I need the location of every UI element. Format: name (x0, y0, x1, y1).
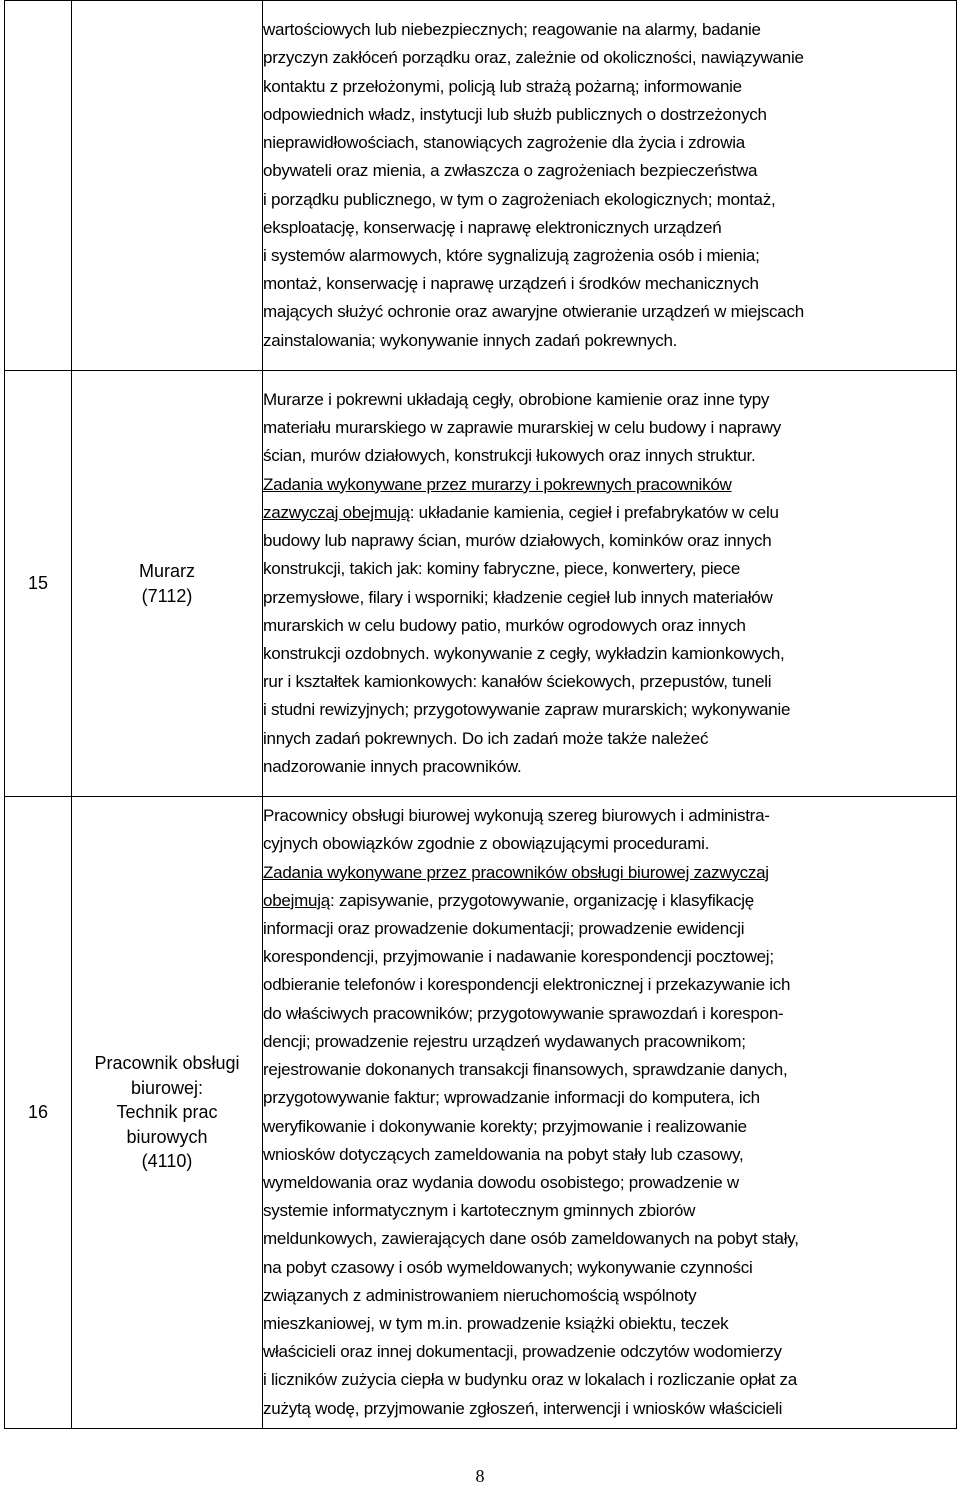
underlined-text: Zadania wykonywane przez murarzy i pokrewnych pracowników (263, 474, 732, 494)
text-segment: korespondencji, przyjmowanie i nadawanie korespondencji pocztowej; (263, 947, 774, 967)
description-line (263, 298, 956, 326)
description-line (263, 186, 956, 214)
text-segment: i studni rewizyjnych; przygotowywanie zapraw murarskich; wykonywanie (263, 700, 791, 720)
description-line (263, 1395, 956, 1423)
description-line (263, 327, 956, 355)
text-segment: konstrukcji, takich jak: kominy fabryczne, piece, konwertery, piece (263, 559, 741, 579)
description-line (263, 499, 956, 527)
description-line (263, 1000, 956, 1028)
description-line (263, 971, 956, 999)
table-row (5, 371, 957, 797)
description-line (263, 527, 956, 555)
text-segment: : układanie kamienia, cegieł i prefabrykatów w celu (409, 502, 779, 522)
text-segment: konstrukcji ozdobnych. wykonywanie z cegły, wykładzin kamionkowych, (263, 643, 785, 663)
description-line (263, 242, 956, 270)
description-line (263, 1084, 956, 1112)
occupation-name-line: biurowych (126, 1126, 208, 1147)
text-segment: i porządku publicznego, w tym o zagrożeniach ekologicznych; montaż, (263, 189, 776, 209)
underlined-text: zazwyczaj obejmują (263, 502, 410, 522)
text-segment: weryfikowanie i dokonywanie korekty; przyjmowanie i realizowanie (263, 1116, 747, 1136)
occupation-name (72, 797, 263, 1429)
description-line (263, 943, 956, 971)
row-number-text: 15 (27, 573, 49, 593)
description-line (263, 442, 956, 470)
occupation-name (72, 1, 263, 371)
underlined-text: Zadania wykonywane przez pracowników obsługi biurowej zazwyczaj (263, 862, 769, 882)
occupation-description (263, 797, 957, 1429)
text-segment: wartościowych lub niebezpiecznych; reagowanie na alarmy, badanie (263, 20, 761, 40)
description-line (263, 471, 956, 499)
text-segment: na pobyt czasowy i osób wymeldowanych; wykonywanie czynności (263, 1257, 753, 1277)
description-line (263, 802, 956, 830)
underlined-text: obejmują (263, 890, 330, 910)
description-line (263, 1366, 956, 1394)
text-segment: i liczników zużycia ciepła w budynku oraz w lokalach i rozliczanie opłat za (263, 1370, 797, 1390)
description-line (263, 915, 956, 943)
text-segment: obywateli oraz mienia, a zwłaszcza o zagrożeniach bezpieczeństwa (263, 161, 758, 181)
table-row (5, 797, 957, 1429)
description-line (263, 696, 956, 724)
text-segment: materiału murarskiego w zaprawie murarskiej w celu budowy i naprawy (263, 418, 782, 438)
occupation-table (4, 0, 957, 1429)
description-line (263, 830, 956, 858)
text-segment: mających służyć ochronie oraz awaryjne otwieranie urządzeń w miejscach (263, 302, 804, 322)
row-number (5, 371, 72, 797)
text-segment: przyczyn zakłóceń porządku oraz, zależnie od okoliczności, nawiązywanie (263, 48, 804, 68)
text-segment: nadzorowanie innych pracowników. (263, 756, 522, 776)
text-segment: Pracownicy obsługi biurowej wykonują szereg biurowych i administra- (263, 806, 770, 826)
occupation-description (263, 1, 957, 371)
occupation-name-line: (4110) (141, 1151, 193, 1172)
occupation-name-line: Technik prac (116, 1102, 218, 1123)
text-segment: murarskich w celu budowy patio, murków ogrodowych oraz innych (263, 615, 746, 635)
description-line (263, 859, 956, 887)
description-line (263, 1028, 956, 1056)
description-line (263, 414, 956, 442)
description-line (263, 1056, 956, 1084)
text-segment: kontaktu z przełożonymi, policją lub strażą pożarną; informowanie (263, 76, 742, 96)
text-segment: odpowiednich władz, instytucji lub służb publicznych o dostrzeżonych (263, 104, 767, 124)
row-number (5, 1, 72, 371)
description-line (263, 725, 956, 753)
text-segment: montaż, konserwację i naprawę urządzeń i środków mechanicznych (263, 274, 759, 294)
description-line (263, 1254, 956, 1282)
text-segment: przygotowywanie faktur; wprowadzanie informacji do komputera, ich (263, 1088, 760, 1108)
description-line (263, 1197, 956, 1225)
occupation-name-line: Murarz (138, 561, 195, 581)
text-segment: zainstalowania; wykonywanie innych zadań pokrewnych. (263, 330, 678, 350)
text-segment: rur i kształtek kamionkowych: kanałów ściekowych, przepustów, tuneli (263, 672, 772, 692)
table-row (5, 1, 957, 371)
occupation-name-line: (7112) (141, 585, 193, 606)
text-segment: właścicieli oraz innej dokumentacji, prowadzenie odczytów wodomierzy (263, 1342, 782, 1362)
occupation-name (72, 371, 263, 797)
occupation-description (263, 371, 957, 797)
text-segment: innych zadań pokrewnych. Do ich zadań może także należeć (263, 728, 709, 748)
text-segment: : zapisywanie, przygotowywanie, organizację i klasyfikację (330, 890, 754, 910)
description-line (263, 887, 956, 915)
text-segment: wniosków dotyczących zameldowania na pobyt stały lub czasowy, (263, 1144, 744, 1164)
occupation-name-line: biurowej: (130, 1077, 204, 1098)
description-line (263, 386, 956, 414)
description-line (263, 640, 956, 668)
text-segment: eksploatację, konserwację i naprawę elektronicznych urządzeń (263, 217, 722, 237)
text-segment: związanych z administrowaniem nieruchomością wspólnoty (263, 1285, 697, 1305)
description-line (263, 214, 956, 242)
text-segment: zużytą wodę, przyjmowanie zgłoszeń, interwencji i wniosków właścicieli (263, 1398, 783, 1418)
description-line (263, 555, 956, 583)
text-segment: meldunkowych, zawierających dane osób zameldowanych na pobyt stały, (263, 1229, 799, 1249)
description-line (263, 73, 956, 101)
description-line (263, 1141, 956, 1169)
text-segment: przemysłowe, filary i wsporniki; kładzenie cegieł lub innych materiałów (263, 587, 773, 607)
description-line (263, 612, 956, 640)
description-line (263, 101, 956, 129)
row-number-text: 16 (27, 1102, 49, 1122)
text-segment: systemie informatycznym i kartotecznym gminnych zbiorów (263, 1201, 696, 1221)
row-number (5, 797, 72, 1429)
text-segment: do właściwych pracowników; przygotowywanie sprawozdań i korespon- (263, 1003, 784, 1023)
page-number: 8 (475, 1466, 485, 1486)
text-segment: informacji oraz prowadzenie dokumentacji; prowadzenie ewidencji (263, 919, 745, 939)
description-line (263, 1169, 956, 1197)
description-line (263, 1225, 956, 1253)
description-line (263, 753, 956, 781)
occupation-name-line: Pracownik obsługi (94, 1053, 240, 1074)
description-line (263, 1310, 956, 1338)
description-line (263, 1113, 956, 1141)
text-segment: nieprawidłowościach, stanowiących zagrożenie dla życia i zdrowia (263, 133, 745, 153)
description-line (263, 16, 956, 44)
text-segment: odbieranie telefonów i korespondencji elektronicznej i przekazywanie ich (263, 975, 791, 995)
text-segment: i systemów alarmowych, które sygnalizują zagrożenia osób i mienia; (263, 245, 760, 265)
description-line (263, 157, 956, 185)
description-line (263, 270, 956, 298)
text-segment: wymeldowania oraz wydania dowodu osobistego; prowadzenie w (263, 1172, 739, 1192)
description-line (263, 1338, 956, 1366)
description-line (263, 1282, 956, 1310)
description-line (263, 668, 956, 696)
text-segment: dencji; prowadzenie rejestru urządzeń wydawanych pracownikom; (263, 1031, 746, 1051)
description-line (263, 44, 956, 72)
description-line (263, 129, 956, 157)
text-segment: ścian, murów działowych, konstrukcji łukowych oraz innych struktur. (263, 446, 756, 466)
description-line (263, 584, 956, 612)
text-segment: rejestrowanie dokonanych transakcji finansowych, sprawdzanie danych, (263, 1060, 788, 1080)
text-segment: cyjnych obowiązków zgodnie z obowiązującymi procedurami. (263, 834, 710, 854)
text-segment: Murarze i pokrewni układają cegły, obrobione kamienie oraz inne typy (263, 390, 770, 410)
text-segment: budowy lub naprawy ścian, murów działowych, kominków oraz innych (263, 531, 772, 551)
text-segment: mieszkaniowej, w tym m.in. prowadzenie książki obiektu, teczek (263, 1313, 729, 1333)
